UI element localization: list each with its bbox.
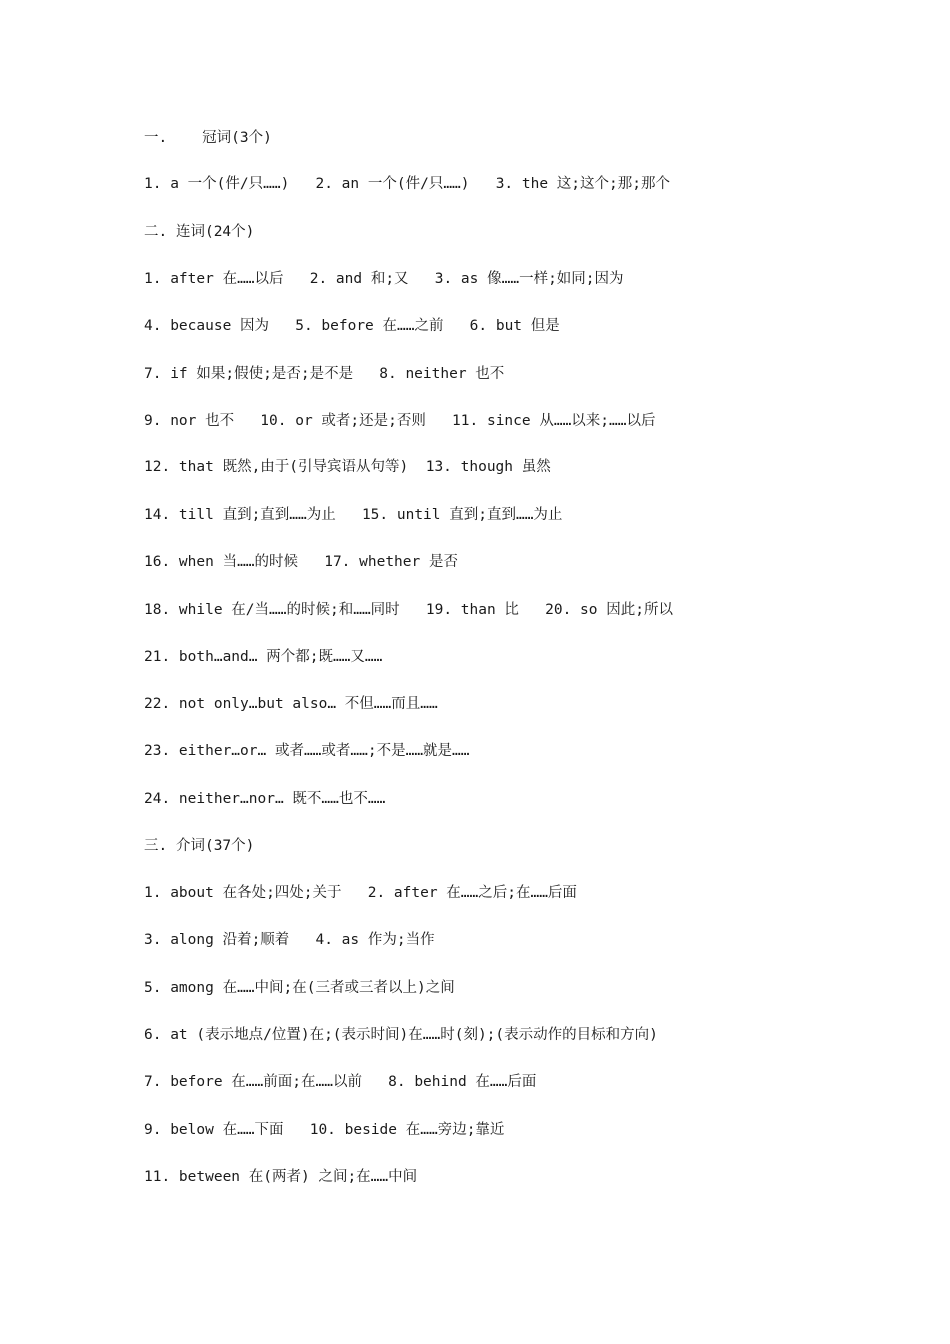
section-heading-prepositions: 三. 介词(37个) [144, 838, 255, 854]
text-line: 1. about 在各处;四处;关于 2. after 在……之后;在……后面 [144, 885, 577, 901]
text-line: 14. till 直到;直到……为止 15. until 直到;直到……为止 [144, 507, 563, 523]
text-line: 21. both…and… 两个都;既……又…… [144, 649, 383, 665]
text-line: 1. a 一个(件/只……) 2. an 一个(件/只……) 3. the 这;这个;那;那个 [144, 176, 670, 192]
text-line: 12. that 既然,由于(引导宾语从句等) 13. though 虽然 [144, 459, 551, 475]
text-line: 6. at (表示地点/位置)在;(表示时间)在……时(刻);(表示动作的目标和方向) [144, 1027, 658, 1043]
section-heading-conjunctions: 二. 连词(24个) [144, 224, 255, 240]
text-line: 18. while 在/当……的时候;和……同时 19. than 比 20. so 因此;所以 [144, 602, 673, 618]
text-line: 22. not only…but also… 不但……而且…… [144, 696, 438, 712]
text-line: 9. nor 也不 10. or 或者;还是;否则 11. since 从……以来;……以后 [144, 413, 656, 429]
text-line: 9. below 在……下面 10. beside 在……旁边;靠近 [144, 1122, 505, 1138]
text-line: 4. because 因为 5. before 在……之前 6. but 但是 [144, 318, 560, 334]
text-line: 11. between 在(两者) 之间;在……中间 [144, 1169, 418, 1185]
text-line: 16. when 当……的时候 17. whether 是否 [144, 554, 458, 570]
text-line: 24. neither…nor… 既不……也不…… [144, 791, 386, 807]
section-heading-articles: 一. 冠词(3个) [144, 130, 272, 146]
text-line: 3. along 沿着;顺着 4. as 作为;当作 [144, 932, 435, 948]
text-line: 7. if 如果;假使;是否;是不是 8. neither 也不 [144, 366, 505, 382]
text-line: 1. after 在……以后 2. and 和;又 3. as 像……一样;如同;因为 [144, 271, 624, 287]
text-line: 7. before 在……前面;在……以前 8. behind 在……后面 [144, 1074, 537, 1090]
text-line: 5. among 在……中间;在(三者或三者以上)之间 [144, 980, 455, 996]
text-line: 23. either…or… 或者……或者……;不是……就是…… [144, 743, 470, 759]
